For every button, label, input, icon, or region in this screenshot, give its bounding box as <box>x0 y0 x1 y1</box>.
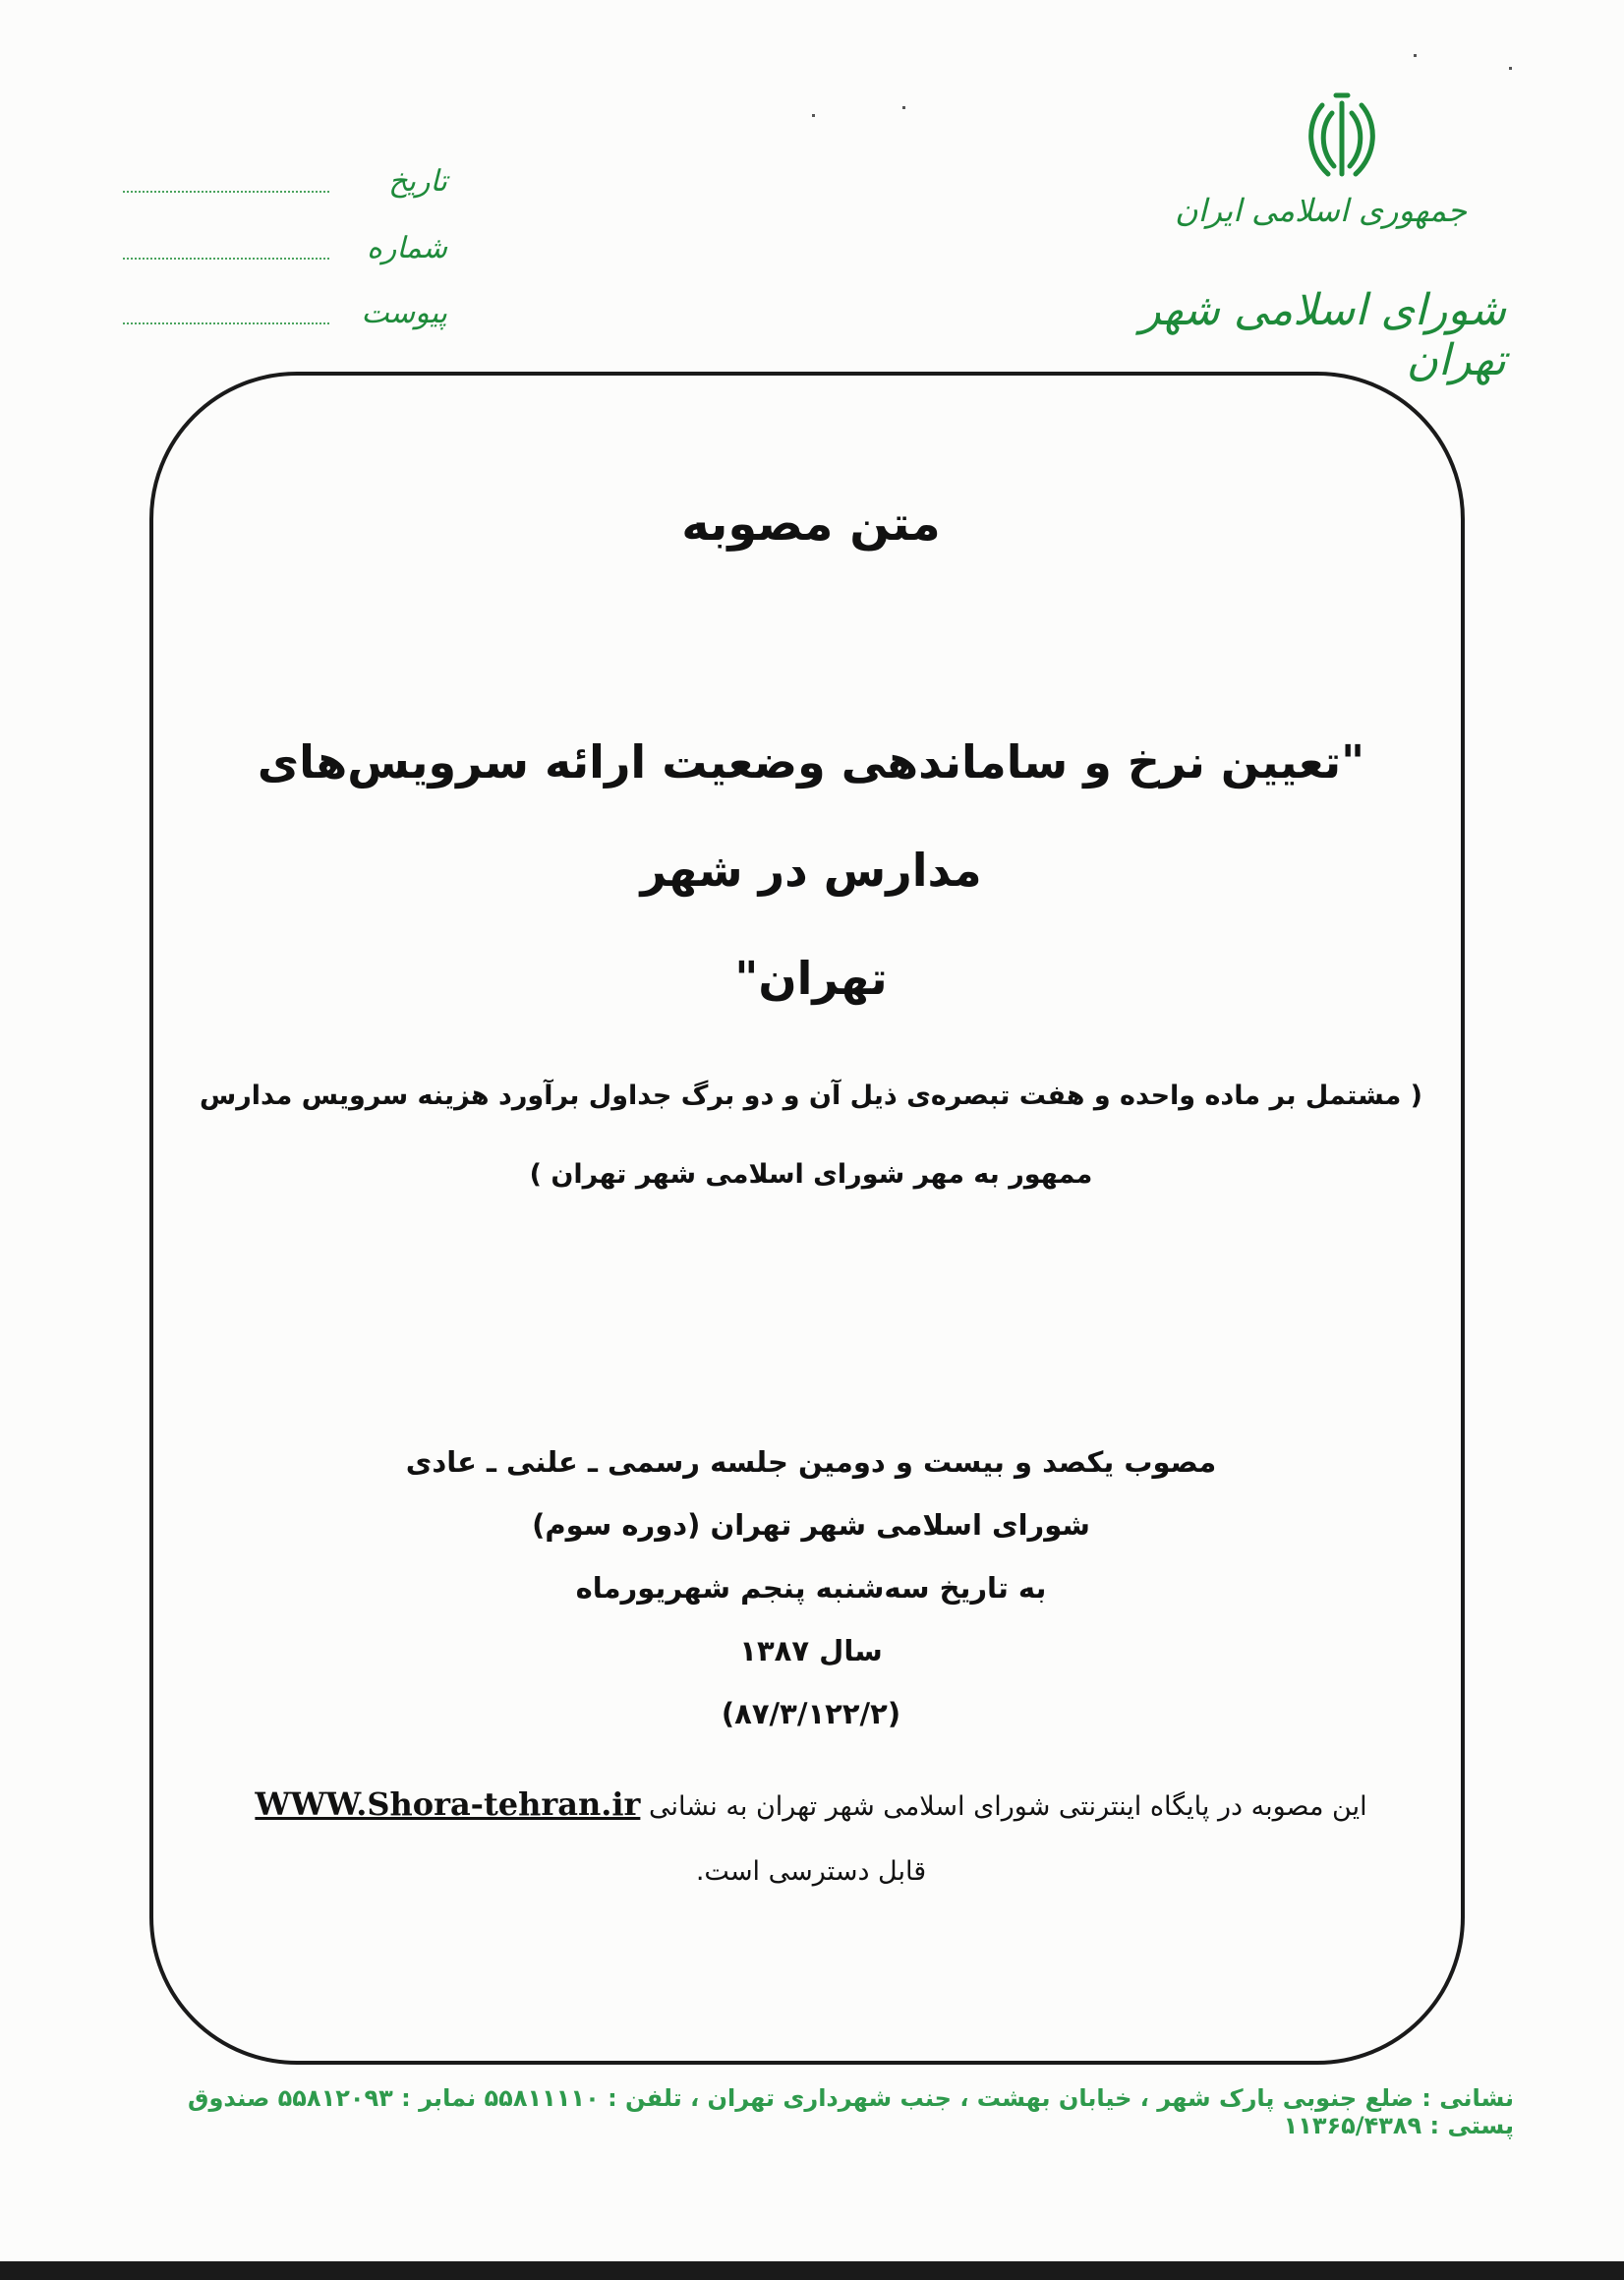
scan-edge <box>0 2261 1624 2280</box>
council-name: شورای اسلامی شهر تهران <box>1139 285 1506 385</box>
page-title: متن مصوبه <box>681 497 941 552</box>
approval-line-1: مصوب یکصد و بیست و دومین جلسه رسمی ـ علنی ـ عادی <box>405 1445 1217 1479</box>
number-field <box>123 224 447 267</box>
approval-block <box>197 1431 1425 1745</box>
includes-line-2: ممهور به مهر شورای اسلامی شهر تهران ) <box>529 1159 1093 1190</box>
attachment-label: پیوست <box>361 296 447 330</box>
country-name: جمهوری اسلامی ایران <box>1175 192 1467 229</box>
approval-line-4: سال ۱۳۸۷ <box>739 1634 883 1667</box>
approval-line-2: شورای اسلامی شهر تهران (دوره سوم) <box>532 1508 1090 1542</box>
scan-speck <box>812 114 815 117</box>
attachment-field <box>123 289 447 332</box>
website-link[interactable]: WWW.Shora-tehran.ir <box>255 1785 641 1823</box>
subject-line-2: تهران" <box>734 952 888 1005</box>
approval-line-3: به تاریخ سه‌شنبه پنجم شهریورماه <box>575 1571 1047 1605</box>
footer-address: نشانی : ضلع جنوبی پارک شهر ، خیابان بهشت ، جنب شهرداری تهران ، تلفن : ۵۵۸۱۱۱۱۰ نمابر : ۵۵۸۱۲۰۹۳ صندوق پستی : ۱۱۳۶۵/۴۳۸۹ <box>188 2084 1514 2139</box>
includes-line-1: ( مشتمل بر ماده واحده و هفت تبصره‌ی ذیل آن و دو برگ جداول برآورد هزینه سرویس مدارس <box>199 1081 1423 1111</box>
date-field <box>123 157 447 201</box>
online-note-line-2: قابل دسترسی است. <box>695 1856 927 1887</box>
date-dotted-line <box>123 191 329 193</box>
resolution-subject <box>197 708 1425 1032</box>
number-label: شماره <box>367 231 447 265</box>
online-note-line-1 <box>246 1772 1376 1840</box>
scan-speck <box>1509 67 1512 70</box>
attachment-dotted-line <box>123 322 329 324</box>
iran-emblem-icon <box>1303 84 1381 182</box>
approval-line-5: (۸۷/۳/۱۲۲/۲) <box>721 1697 901 1730</box>
date-label: تاریخ <box>388 164 447 199</box>
online-availability-note <box>246 1772 1376 1904</box>
scan-speck <box>1414 54 1417 57</box>
includes-note <box>197 1057 1425 1214</box>
online-note-text: این مصوبه در پایگاه اینترنتی شورای اسلامی شهر تهران به نشانی <box>648 1791 1367 1822</box>
subject-line-1: "تعیین نرخ و ساماندهی وضعیت ارائه سرویس‌های مدارس در شهر <box>257 735 1365 897</box>
scan-speck <box>902 106 905 109</box>
number-dotted-line <box>123 258 329 260</box>
